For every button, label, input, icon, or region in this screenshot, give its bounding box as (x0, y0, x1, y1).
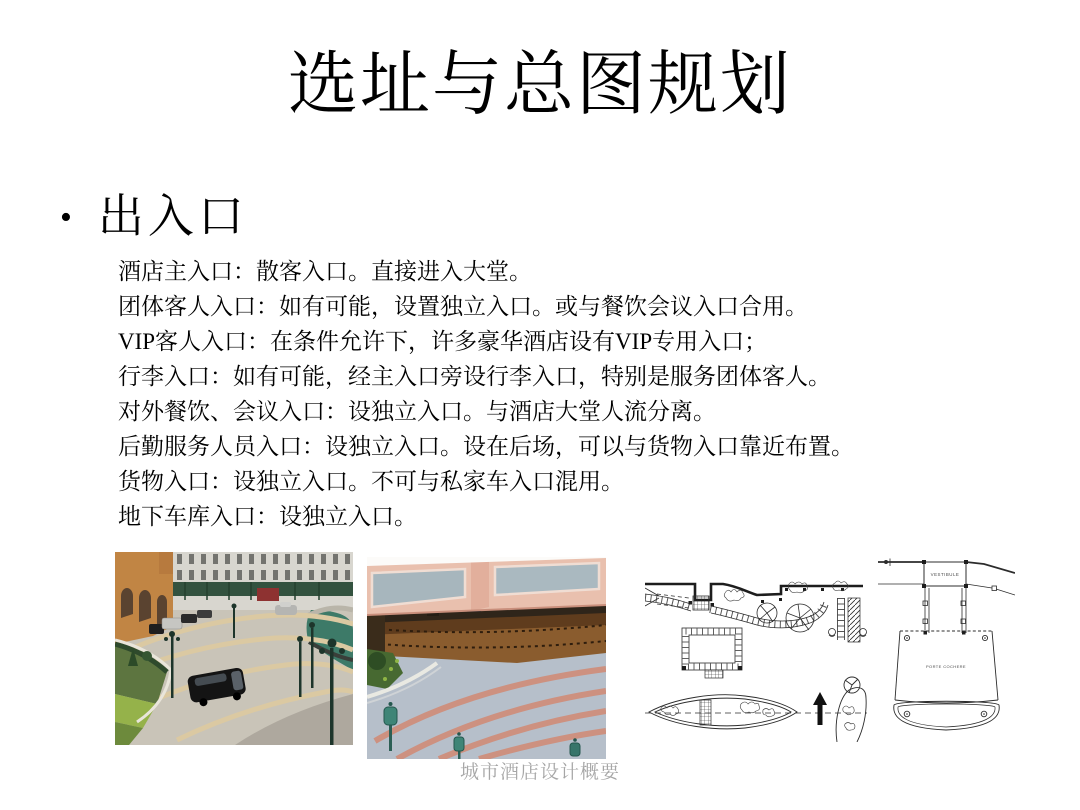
body-line: 地下车库入口：设独立入口。 (118, 504, 417, 529)
vestibule-label: VESTIBULE (930, 572, 960, 577)
porte-cochere-photo (367, 557, 606, 759)
body-line: VIP客人入口：在条件允许下，许多豪华酒店设有VIP专用入口； (118, 329, 768, 354)
body-line: 酒店主入口：散客入口。直接进入大堂。 (118, 259, 532, 284)
body-line: 对外餐饮、会议入口：设独立入口。与酒店大堂人流分离。 (118, 399, 716, 424)
bullet-icon: • (60, 199, 72, 236)
hotel-forecourt-photo (115, 552, 353, 745)
vestibule-porte-cochere-plan (878, 557, 1015, 742)
slide-title: 选址与总图规划 (288, 47, 792, 124)
body-line: 后勤服务人员入口：设独立入口。设在后场，可以与货物入口靠近布置。 (118, 434, 854, 459)
body-line: 团体客人入口：如有可能，设置独立入口。或与餐饮会议入口合用。 (118, 294, 808, 319)
entrance-site-plan-drawing (645, 580, 867, 742)
porte-cochere-label: PORTE COCHERE (925, 664, 967, 669)
section-heading: 出入口 (97, 191, 248, 242)
body-line: 货物入口：设独立入口。不可与私家车入口混用。 (118, 469, 624, 494)
body-line: 行李入口：如有可能，经主入口旁设行李入口，特别是服务团体客人。 (118, 364, 831, 389)
slide-footer: 城市酒店设计概要 (459, 762, 620, 783)
